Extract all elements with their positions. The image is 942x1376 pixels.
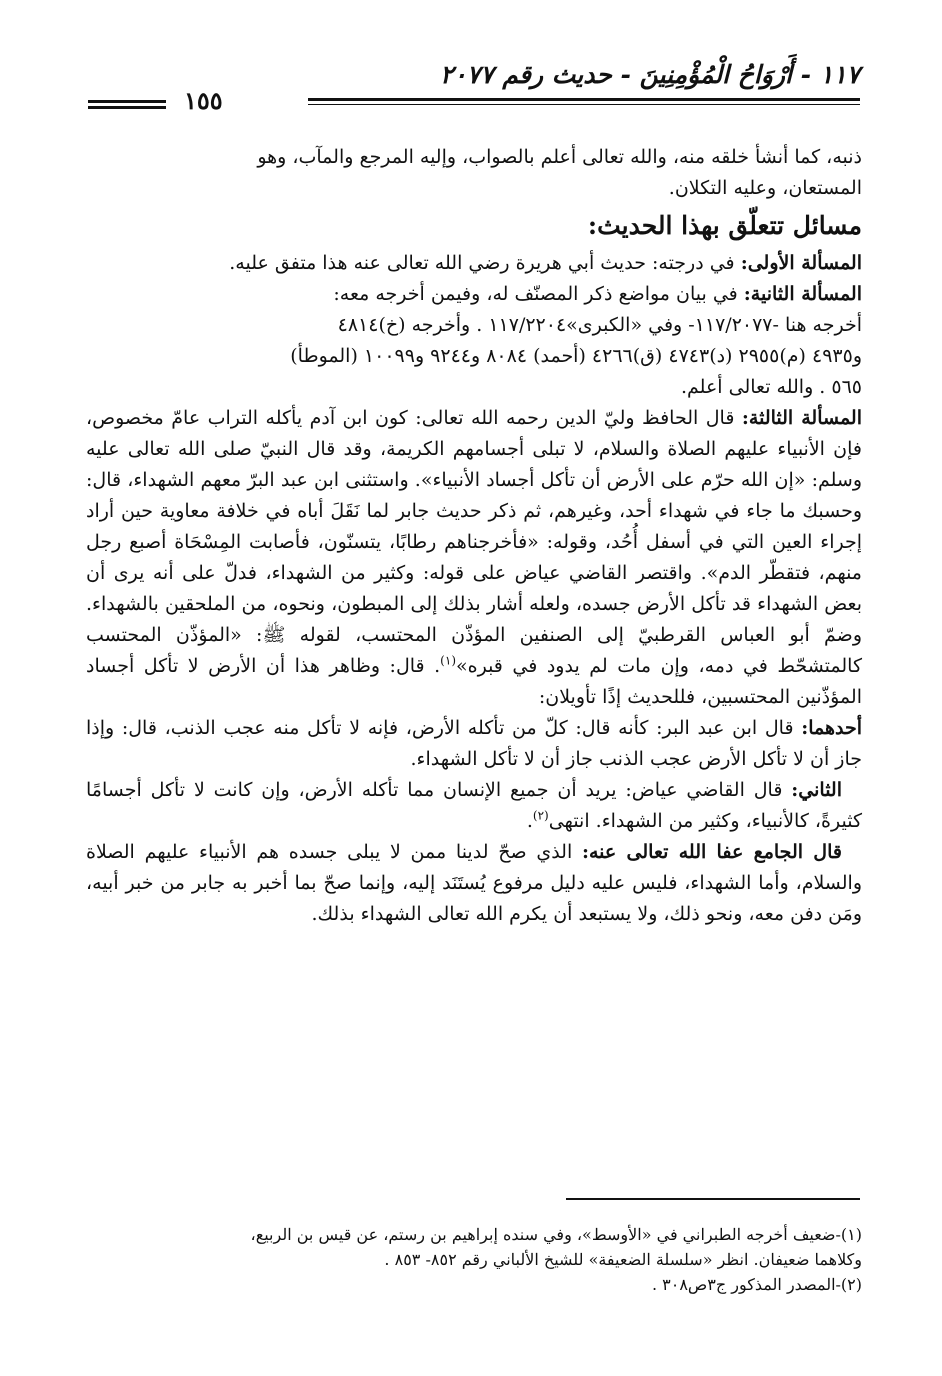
footnote-1: (١)-ضعيف أخرجه الطبراني في «الأوسط»، وفي سنده إبراهيم بن رستم، عن قيس بن الربيع، bbox=[250, 1225, 862, 1244]
footnote-separator bbox=[566, 1198, 860, 1200]
header-rule bbox=[308, 98, 860, 101]
footnote-ref: (١) bbox=[440, 653, 456, 668]
footnotes bbox=[86, 1222, 862, 1297]
interpretation-two: الثاني: قال القاضي عياض: يريد أن جميع الإنسان مما تأكله الأرض، وإن كانت لا تأكل أجسامًا كثيرةً، كالأنبياء، وكثير من الشهداء. انتهى$^{(٢)}$. bbox=[86, 779, 862, 832]
interpretation-two-label: الثاني: bbox=[791, 779, 842, 801]
interpretation-one bbox=[86, 713, 862, 775]
footnote-2: (٢)-المصدر المذكور ج٣ص٣٠٨ . bbox=[651, 1275, 862, 1294]
page-header bbox=[86, 60, 860, 130]
section-heading: مسائل تتعلّق بهذا الحديث: bbox=[587, 211, 862, 240]
references-line: ٥٦٥ . والله تعالى أعلم. bbox=[680, 376, 862, 398]
compiler-note bbox=[86, 837, 862, 930]
interpretation-one-text: قال ابن عبد البر: كأنه قال: كلّ من تأكله الأرض، فإنه لا تأكل منه عجب الذنب، قال: وإذا جاز أن لا تأكل الأرض عجب الذنب جاز أن لا تأكل الشهداء. bbox=[86, 717, 862, 770]
issue-three-text: واقتصر القاضي عياض على قوله: وكثير من الشهداء، فدلّ على أنه يرى أن بعض الشهداء قد تأكل الأرض جسده، ولعله أشار بذلك إلى المبطون، ونحوه، من الملحقين بالشهداء. bbox=[86, 562, 862, 615]
references-line: أخرجه هنا -١١٧/٢٠٧٧- وفي «الكبرى»١١٧/٢٢٠٤ . وأخرجه (خ)٤٨١٤ bbox=[337, 314, 862, 336]
issue-two-label: المسألة الثانية: bbox=[743, 283, 862, 305]
references-line: و٤٩٣٥ (م)٢٩٥٥ (د)٤٧٤٣ (ق)٤٢٦٦ (أحمد) ٨٠٨٤ و٩٢٤٤ و١٠٠٩٩ (الموطأ) bbox=[290, 345, 862, 367]
interpretation-one-label: أحدهما: bbox=[801, 717, 862, 739]
page-number: ١٥٥ bbox=[184, 86, 223, 115]
issue-three-text: . قال: وظاهر هذا أن الأرض لا تأكل أجساد المؤذّنين المحتسبين، فللحديث إذًا تأويلان: bbox=[86, 655, 862, 708]
issue-one-text: في درجته: حديث أبي هريرة رضي الله تعالى عنه هذا متفق عليه. bbox=[229, 252, 741, 274]
issue-two-text: في بيان مواضع ذكر المصنّف له، وفيمن أخرجه معه: bbox=[333, 283, 744, 305]
issue-three bbox=[86, 403, 862, 713]
footnote-1-cont: وكلاهما ضعيفان. انظر «سلسلة الضعيفة» للشيخ الألباني رقم ٨٥٢- ٨٥٣ . bbox=[384, 1250, 862, 1269]
intro-line: المستعان، وعليه التكلان. bbox=[668, 177, 862, 199]
issue-three-label: المسألة الثالثة: bbox=[741, 407, 862, 429]
interpretation-two-text: قال القاضي عياض: يريد أن جميع الإنسان مما تأكله الأرض، وإن كانت لا تأكل أجسامًا كثيرةً، كالأنبياء، وكثير من الشهداء. انتهى bbox=[86, 779, 862, 832]
running-title: ١١٧ - أَرْوَاحُ الْمُؤْمِنِينَ - حديث رقم ٢٠٧٧ bbox=[439, 60, 860, 89]
footnote-ref: (٢) bbox=[532, 808, 549, 823]
header-rule-thin bbox=[308, 104, 860, 105]
compiler-note-text: الذي صحّ لدينا ممن لا يبلى جسده هم الأنبياء عليهم الصلاة والسلام، وأما الشهداء، فليس عليه دليل مرفوع يُستَنَد إليه، وإنما صحّ بما أخبر به جابر من خبر أبيه، ومَن دفن معه، ونحو ذلك، ولا يستبعد أن يكرم الله تعالى الشهداء بذلك. bbox=[86, 841, 862, 925]
issue-three-text: وضمّ أبو العباس القرطبيّ إلى الصنفين المؤذّن المحتسب، لقوله ﷺ: «المؤذّن المحتسب كالمتشحّط في دمه، وإن مات لم يدود في قبره» bbox=[86, 624, 862, 677]
issue-two bbox=[86, 279, 862, 310]
compiler-note-label: قال الجامع عفا الله تعالى عنه: bbox=[581, 841, 842, 863]
issue-one-label: المسألة الأولى: bbox=[740, 252, 862, 274]
issue-three-text: قال الحافظ وليّ الدين رحمه الله تعالى: كون ابن آدم يأكله التراب عامّ مخصوص، فإن الأنبياء عليهم الصلاة والسلام، لا تبلى أجسامهم الكريمة، وقد قال النبيّ صلى الله تعالى عليه وسلم: «إن الله حرّم على الأرض أن تأكل أجساد الأنبياء». واستثنى ابن عبد البرّ معهم الشهداء، قال: وحسبك ما جاء في شهداء أحد، وغيرهم، ثم ذكر حديث جابر لما نَقَلَ أباه في خلافة معاوية حين أراد إجراء العين التي في أسفل أُحُد، وقوله: «فأخرجناهم رطابًا، يتسنّون، فأصابت المِسْحَاة أصبع رجل منهم، فتقطّر الدم». bbox=[86, 407, 862, 584]
intro-line: ذنبه، كما أنشأ خلقه منه، والله تعالى أعلم بالصواب، وإليه المرجع والمآب، وهو bbox=[257, 146, 862, 168]
page-number-rule bbox=[88, 100, 166, 112]
main-text bbox=[86, 142, 862, 930]
issue-one bbox=[86, 248, 862, 279]
